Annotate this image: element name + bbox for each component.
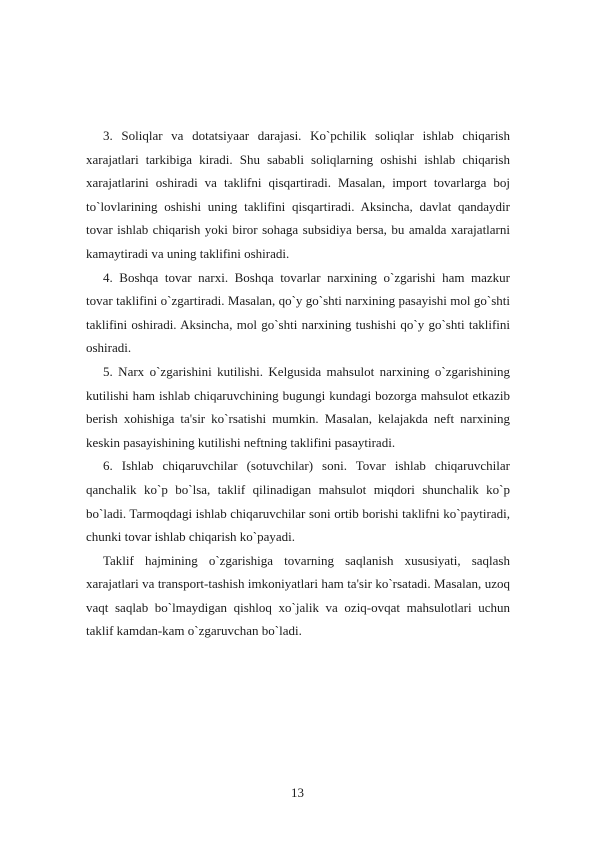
page-number: 13 xyxy=(291,785,304,800)
paragraph-price-expectations: 5. Narx o`zgarishini kutilishi. Kelgusida mahsulot narxining o`zgarishining kutilishi ham ishlab chiqaruvchining bugungi kundagi bozorga mahsulot etkazib berish xohishiga ta'sir ko`rsatishi mumkin. Masalan, kelajakda neft narxining keskin pasayishining kutilishi neftning taklifini pasaytiradi. xyxy=(86,363,510,450)
paragraph-taxes-subsidies: 3. Soliqlar va dotatsiyaar darajasi. Ko`pchilik soliqlar ishlab chiqarish xarajatlari tarkibiga kiradi. Shu sababli soliqlarning oshishi ishlab chiqarish xarajatlarini oshiradi va taklifni qisqartiradi. Masalan, import tovarlarga boj to`lovlarining oshishi uning taklifini qisqartiradi. Aksincha, davlat qandaydir tovar ishlab chiqarish yoki biror sohaga subsidiya bersa, bu amalda xarajatlarni kamaytiradi va uning taklifini oshiradi. xyxy=(86,128,510,261)
body-text xyxy=(86,124,510,643)
paragraph-number-of-producers: 6. Ishlab chiqaruvchilar (sotuvchilar) soni. Tovar ishlab chiqaruvchilar qanchalik ko`p bo`lsa, taklif qilinadigan mahsulot miqdori shunchalik ko`p bo`ladi. Tarmoqdagi ishlab chiqaruvchilar soni ortib borishi taklifni ko`paytiradi, chunki tovar ishlab chiqarish ko`payadi. xyxy=(86,458,510,545)
paragraph-other-goods-price: 4. Boshqa tovar narxi. Boshqa tovarlar narxining o`zgarishi ham mazkur tovar taklifini o`zgartiradi. Masalan, qo`y go`shti narxining pasayishi mol go`shti taklifini oshiradi. Aksincha, mol go`shti narxining tushishi qo`y go`shti taklifini oshiradi. xyxy=(86,269,510,356)
paragraph-storage-transport: Taklif hajmining o`zgarishiga tovarning saqlanish xususiyati, saqlash xarajatlari va transport-tashish imkoniyatlari ham ta'sir ko`rsatadi. Masalan, uzoq vaqt saqlab bo`lmaydigan qishloq xo`jalik va oziq-ovqat mahsulotlari uchun taklif kamdan-kam o`zgaruvchan bo`ladi. xyxy=(86,552,510,639)
